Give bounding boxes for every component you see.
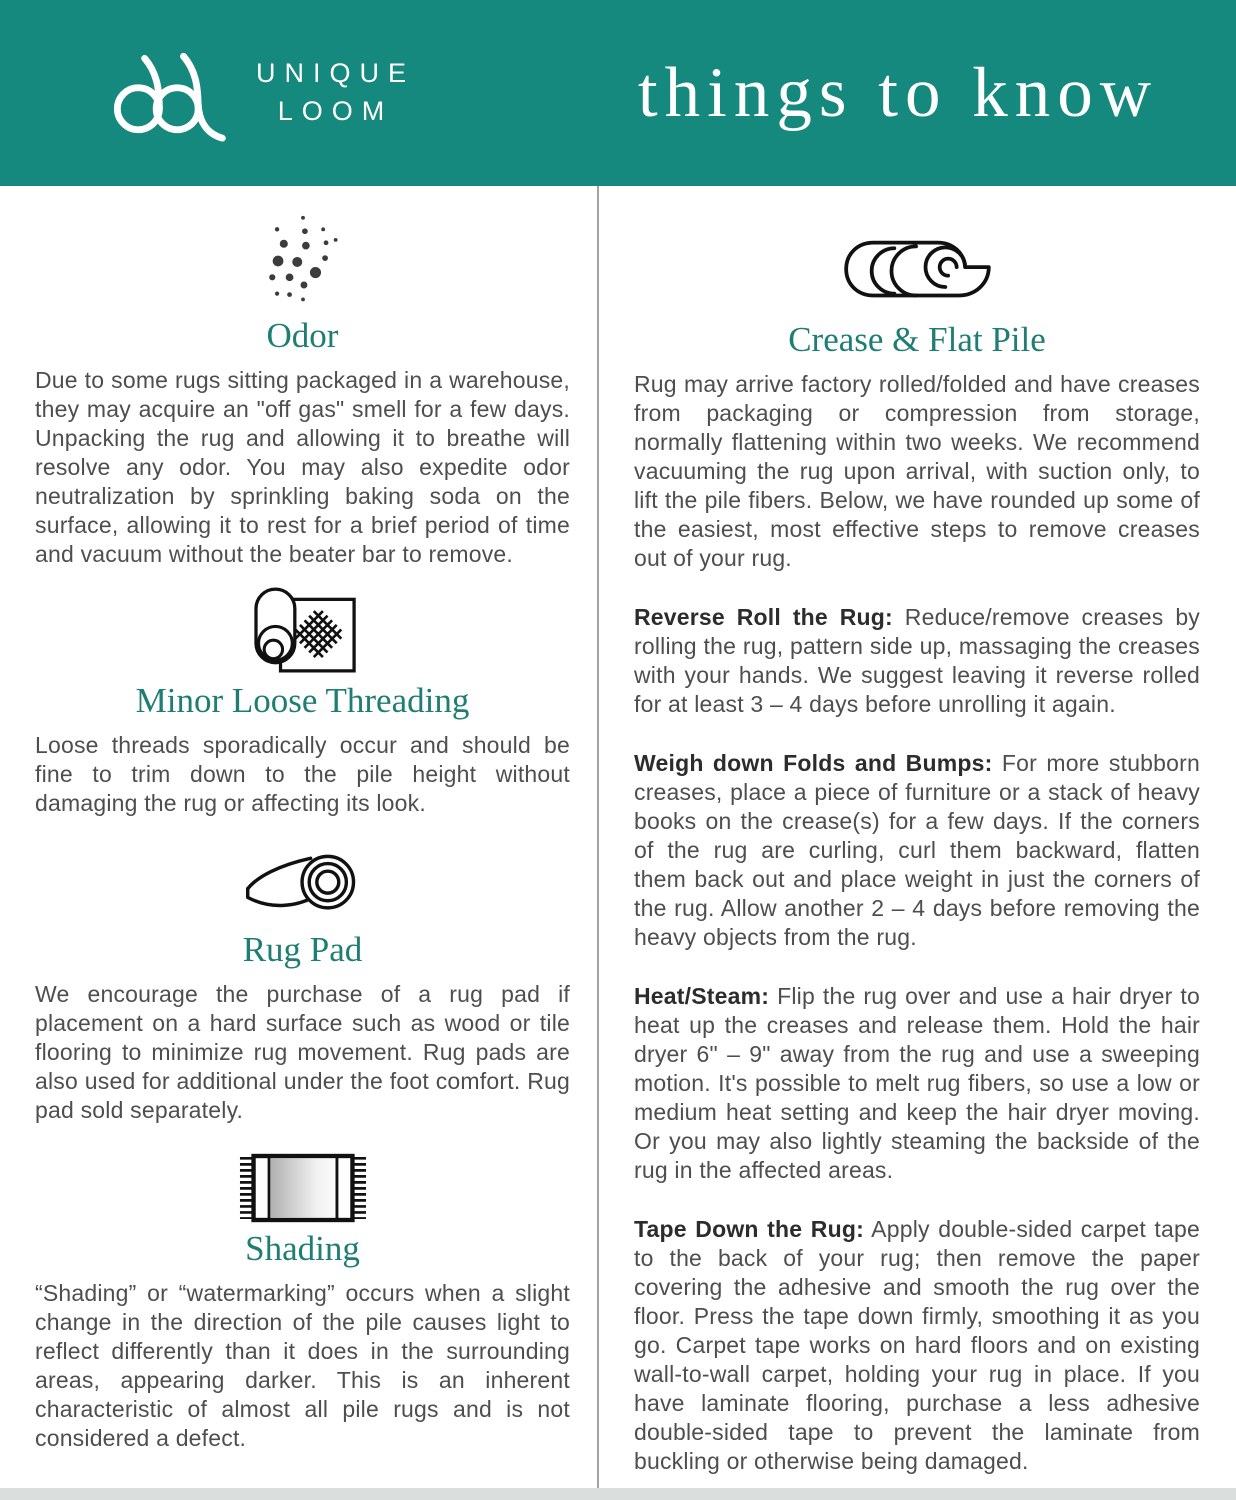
section-rug-pad — [35, 844, 570, 1125]
rug-pad-roll-icon — [240, 844, 366, 926]
tip-tape-down-label: Tape Down the Rug: — [634, 1216, 864, 1242]
page-title: things to know — [637, 53, 1158, 132]
tip-heat-steam-label: Heat/Steam: — [634, 983, 770, 1009]
tip-weigh-down-label: Weigh down Folds and Bumps: — [634, 750, 993, 776]
crease-intro-paragraph: Rug may arrive factory rolled/folded and have creases from packaging or compression from storage, normally flattening within two weeks. We recommend vacuuming the rug upon arrival, with suction only, to lift the pile fibers. Below, we have rounded up some of the easiest, most effective steps to remove creases out of your rug. — [634, 371, 1200, 571]
tip-reverse-roll-label: Reverse Roll the Rug: — [634, 604, 893, 630]
section-shading — [35, 1151, 570, 1453]
unrolling-rug-icon — [245, 583, 361, 677]
header-banner — [0, 0, 1236, 186]
rolled-rug-icon — [841, 236, 993, 304]
bottom-strip — [0, 1488, 1236, 1500]
tip-heat-steam-text: Flip the rug over and use a hair dryer to heat up the creases and release them. Hold the hair dryer 6" – 9" away from the rug and use a sweeping motion. It's possible to melt rug fibers, so use a low or medium heat setting and keep the hair dryer moving. Or you may also lightly steaming the backside of the rug in the affected areas. — [634, 983, 1201, 1183]
section-loose-threading — [35, 583, 570, 818]
right-column — [597, 186, 1236, 1490]
tip-weigh-down — [634, 749, 1200, 952]
section-odor — [35, 210, 570, 569]
tip-tape-down-text: Apply double-sided carpet tape to the back of your rug; then remove the paper covering the adhesive and smooth the rug over the floor. Press the tape down firmly, smoothing it as you go. Carpet tape works on hard floors and on existing wall-to-wall carpet, holding your rug in place. If you have laminate flooring, purchase a less adhesive double-sided tape to prevent the laminate from buckling or otherwise being damaged. — [634, 1216, 1200, 1474]
section-body-rug-pad: We encourage the purchase of a rug pad if placement on a hard surface such as wood or tile flooring to minimize rug movement. Rug pads are also used for additional under the foot comfort. Rug pad sold separately. — [35, 981, 570, 1123]
section-body-loose-threading: Loose threads sporadically occur and should be fine to trim down to the pile height without damaging the rug or affecting its look. — [35, 732, 570, 816]
section-title-odor: Odor — [266, 316, 339, 355]
brand-name-line2: LOOM — [277, 96, 394, 126]
section-title-loose-threading: Minor Loose Threading — [135, 681, 470, 720]
tip-tape-down — [634, 1215, 1200, 1476]
tip-weigh-down-text: For more stubborn creases, place a piece of furniture or a stack of heavy books on the crease(s) for a few days. If the corners of the rug are curling, curl them backward, flatten them back out and place weight in just the corners of the rug. Allow another 2 – 4 days before removing the heavy objects from the rug. — [634, 750, 1201, 950]
brand — [110, 44, 415, 142]
odor-particles-icon — [255, 210, 351, 312]
section-title-crease-flat-pile: Crease & Flat Pile — [788, 320, 1046, 359]
section-body-odor: Due to some rugs sitting packaged in a warehouse, they may acquire an "off gas" smell for a few days. Unpacking the rug and allowing it to breathe will resolve any odor. You may also expedite odor neutralization by sprinkling baking soda on the surface, allowing it to rest for a brief period of time and vacuum without the beater bar to remove. — [35, 367, 570, 567]
section-crease-flat-pile — [634, 236, 1200, 1476]
section-title-shading: Shading — [245, 1229, 360, 1268]
content — [0, 186, 1236, 1490]
tip-heat-steam — [634, 982, 1200, 1185]
shaded-rug-icon — [239, 1151, 367, 1225]
tip-reverse-roll-text: Reduce/remove creases by rolling the rug, pattern side up, massaging the creases with your hands. We suggest leaving it reverse rolled for at least 3 – 4 days before unrolling it again. — [634, 604, 1201, 717]
left-column — [0, 186, 597, 1490]
tip-reverse-roll — [634, 603, 1200, 719]
brand-name-line1: UNIQUE — [256, 58, 416, 89]
unique-loom-logo-icon — [110, 44, 236, 142]
brand-name — [256, 55, 415, 131]
section-title-rug-pad: Rug Pad — [242, 930, 363, 969]
section-body-shading: “Shading” or “watermarking” occurs when a slight change in the direction of the pile causes light to reflect differently than it does in the surrounding areas, appearing darker. This is an inherent characteristic of almost all pile rugs and is not considered a defect. — [35, 1280, 570, 1451]
